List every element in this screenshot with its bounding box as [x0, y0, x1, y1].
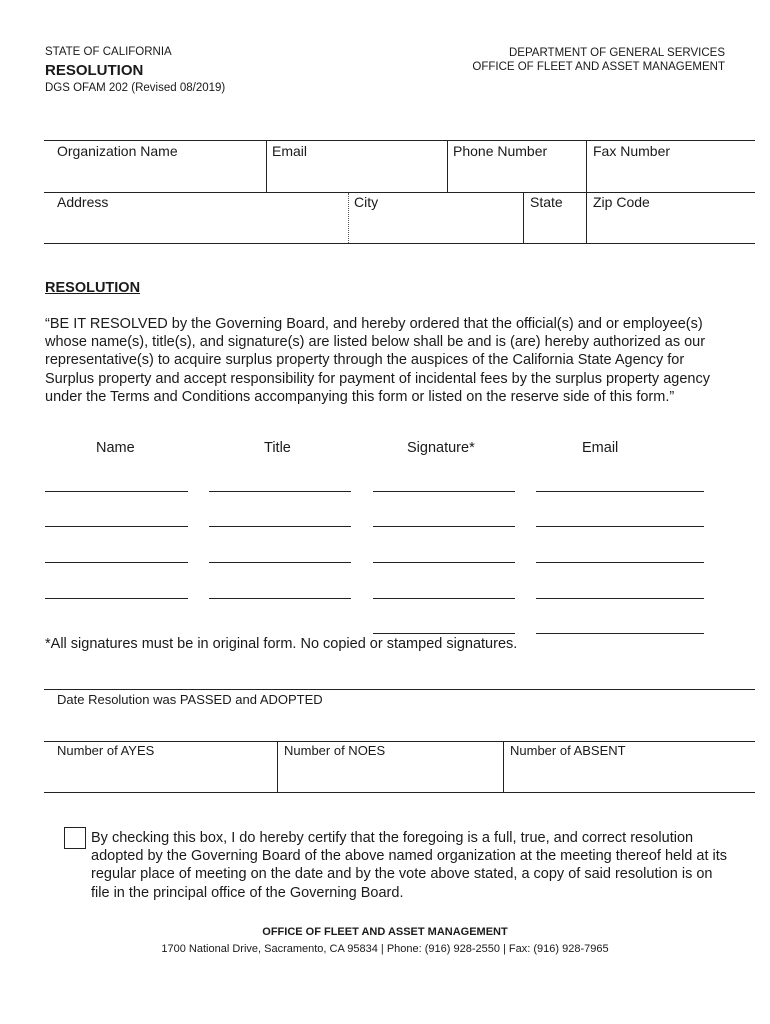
vote-divider: [277, 742, 278, 792]
organization-name-field[interactable]: Organization Name: [57, 143, 178, 159]
grid-divider: [266, 141, 267, 192]
column-title: Title: [264, 440, 291, 456]
vote-line-middle: [44, 741, 755, 742]
signer-name-line[interactable]: [45, 526, 188, 527]
footer-address: 1700 National Drive, Sacramento, CA 95834 | Phone: (916) 928-2550 | Fax: (916) 928-7965: [161, 943, 609, 955]
signer-name-line[interactable]: [45, 491, 188, 492]
city-field[interactable]: City: [354, 194, 379, 210]
signer-email-line[interactable]: [536, 633, 704, 634]
certification-text: By checking this box, I do hereby certify that the foregoing is a full, true, and correct resolution adopted by the Governing Board of the above named organization at the meeting thereof held at its regular place of meeting on the date and by the vote above stated, a copy of said resolution is on file in the principal office of the Governing Board.: [91, 830, 728, 901]
signer-email-line[interactable]: [536, 562, 704, 563]
zip-code-field[interactable]: Zip Code: [593, 194, 650, 210]
phone-number-field[interactable]: Phone Number: [453, 143, 548, 159]
address-field[interactable]: Address: [57, 194, 109, 210]
absent-field[interactable]: Number of ABSENT: [510, 743, 626, 758]
grid-divider: [348, 193, 349, 243]
resolution-text: “BE IT RESOLVED by the Governing Board, and hereby ordered that the official(s) and or employee(s) whose name(s), title(s), and signature(s) are listed below shall be and is (are) hereby authorized as our representative(s) to acquire surplus property through the auspices of the California State Agency for Surplus property and accept responsibility for payment of incidental fees by the surplus property agency under the Terms and Conditions accompanying this form or listed on the reserve side of this form.”: [45, 316, 710, 405]
form-title: RESOLUTION: [45, 61, 144, 79]
department-name: DEPARTMENT OF GENERAL SERVICES: [509, 47, 725, 59]
signer-signature-line[interactable]: [373, 633, 515, 634]
vote-line-top: [44, 689, 755, 690]
signer-email-line[interactable]: [536, 491, 704, 492]
signer-email-line[interactable]: [536, 526, 704, 527]
signer-title-line[interactable]: [209, 562, 351, 563]
signer-signature-line[interactable]: [373, 598, 515, 599]
ayes-field[interactable]: Number of AYES: [57, 743, 155, 758]
vote-line-bottom: [44, 792, 755, 793]
signer-email-line[interactable]: [536, 598, 704, 599]
signer-title-line[interactable]: [209, 526, 351, 527]
column-signature: Signature*: [407, 440, 475, 456]
date-adopted-field[interactable]: Date Resolution was PASSED and ADOPTED: [57, 692, 323, 707]
header-left: [45, 46, 225, 96]
signer-title-line[interactable]: [209, 491, 351, 492]
signer-signature-line[interactable]: [373, 491, 515, 492]
signature-note: *All signatures must be in original form. No copied or stamped signatures.: [45, 636, 518, 652]
form-number: DGS OFAM 202 (Revised 08/2019): [45, 81, 226, 94]
signer-signature-line[interactable]: [373, 526, 515, 527]
vote-divider: [503, 742, 504, 792]
fax-number-field[interactable]: Fax Number: [593, 143, 671, 159]
column-email: Email: [582, 440, 619, 456]
office-name: OFFICE OF FLEET AND ASSET MANAGEMENT: [472, 61, 725, 74]
grid-line-top: [44, 140, 755, 141]
footer-office: OFFICE OF FLEET AND ASSET MANAGEMENT: [262, 926, 508, 938]
state-field[interactable]: State: [530, 194, 563, 210]
signer-signature-line[interactable]: [373, 562, 515, 563]
signer-name-line[interactable]: [45, 562, 188, 563]
grid-divider: [447, 141, 448, 192]
signer-name-line[interactable]: [45, 598, 188, 599]
noes-field[interactable]: Number of NOES: [284, 743, 386, 758]
state-label: STATE OF CALIFORNIA: [45, 46, 172, 58]
grid-line-bottom: [44, 243, 755, 244]
grid-line-middle: [44, 192, 755, 193]
signer-title-line[interactable]: [209, 598, 351, 599]
column-name: Name: [96, 440, 135, 456]
grid-divider: [523, 193, 524, 243]
email-field[interactable]: Email: [272, 143, 308, 159]
resolution-heading: RESOLUTION: [45, 280, 141, 296]
header-right: [472, 46, 725, 75]
grid-divider: [586, 141, 587, 243]
certify-checkbox[interactable]: [64, 827, 86, 849]
